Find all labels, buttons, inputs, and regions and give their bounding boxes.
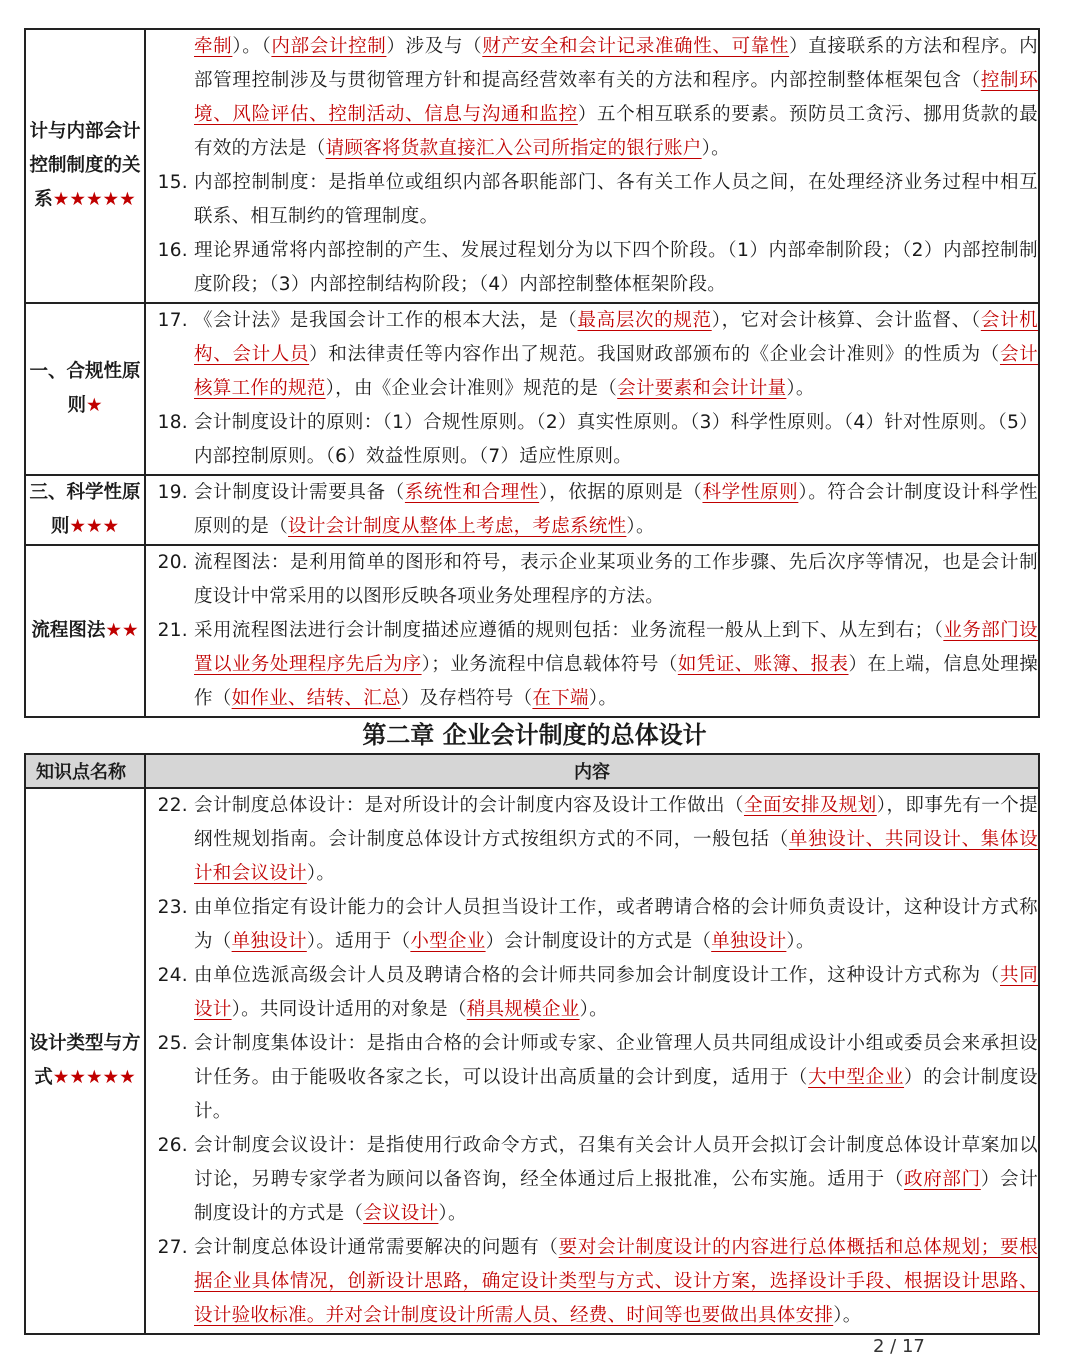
list-item [146, 166, 1038, 234]
list-item [146, 406, 1038, 474]
item-number: 24. [157, 965, 188, 986]
item-number: 26. [157, 1135, 188, 1156]
answer-highlight: 在下端 [532, 688, 589, 709]
item-text [194, 304, 1038, 406]
item-text-segment: ）。 [306, 863, 336, 884]
answer-highlight: 小型企业 [410, 931, 486, 952]
knowledge-content [145, 475, 1039, 545]
knowledge-table-part1 [24, 28, 1040, 718]
answer-highlight: 内部会计控制 [271, 36, 387, 57]
answer-highlight: 科学性原则 [702, 482, 799, 503]
column-header-content: 内容 [145, 754, 1039, 788]
item-text [194, 891, 1038, 959]
item-number: 20. [157, 552, 188, 573]
item-text-segment: ）。共同设计适用的对象是（ [231, 999, 467, 1020]
item-text-segment: ）。 [588, 688, 618, 709]
answer-highlight: 会计核算工作的规范 [194, 344, 1038, 399]
item-text-segment: 采用流程图法进行会计制度描述应遵循的规则包括：业务流程一般从上到下、从左到右；（ [194, 620, 944, 641]
item-number: 25. [157, 1033, 188, 1054]
list-item [146, 959, 1038, 1027]
item-text [194, 234, 1038, 302]
answer-highlight: 请顾客将货款直接汇入公司所指定的银行账户 [325, 138, 702, 159]
item-text-segment: ）五个相互联系的要素。预防员工贪污、挪用货款的最有效的方法是（ [194, 104, 1038, 159]
item-text-segment: 会计制度总体设计通常需要解决的问题有（ [194, 1237, 559, 1258]
answer-highlight: 系统性和合理性 [404, 482, 540, 503]
item-text [194, 546, 1038, 614]
item-number: 27. [157, 1237, 188, 1258]
answer-highlight: 全面安排及规划 [743, 795, 877, 816]
answer-highlight: 单独设计 [231, 931, 307, 952]
chapter-title: 第二章 企业会计制度的总体设计 [362, 721, 707, 749]
knowledge-point-name: 计与内部会计控制制度的关系★★★★★ [25, 29, 145, 303]
item-text [194, 789, 1038, 891]
item-text-segment: ）直接联系的方法和程序。内部管理控制涉及与贯彻管理方针和提高经营效率有关的方法和程序。内部控制整体框架包含（ [194, 36, 1038, 91]
item-text-segment: 流程图法：是利用简单的图形和符号，表示企业某项业务的工作步骤、先后次序等情况，也是会计制度设计中常采用的以图形反映各项业务处理程序的方法。 [194, 552, 1038, 607]
item-text-segment: 会计制度设计需要具备（ [194, 482, 405, 503]
answer-highlight: 单独设计、共同设计、集体设计和会议设计 [194, 829, 1038, 884]
answer-highlight: 单独设计 [711, 931, 787, 952]
table-row [25, 303, 1039, 475]
item-text-segment: ），即事先有一个提纲性规划指南。会计制度总体设计方式按组织方式的不同，一般包括（ [194, 795, 1039, 850]
answer-highlight: 要对会计制度设计的内容进行总体概括和总体规划；要根据企业具体情况，创新设计思路，确定设计类型与方式、设计方案，选择设计手段、根据设计思路、设计验收标准。并对会计制度设计所需人员、经费、时间等也要做出具体安排 [194, 1237, 1038, 1326]
answer-highlight: 会计要素和会计计量 [617, 378, 787, 399]
item-text-segment: ），依据的原则是（ [539, 482, 703, 503]
item-text-segment: ）。 [438, 1203, 467, 1224]
item-number: 18. [157, 412, 188, 433]
importance-stars: ★★ [105, 620, 139, 641]
importance-stars: ★★★ [69, 516, 120, 537]
list-item [146, 1231, 1038, 1333]
answer-highlight: 最高层次的规范 [577, 310, 712, 331]
answer-highlight: 业务部门设置以业务处理程序先后为序 [194, 620, 1038, 675]
item-text-segment: ）。 [786, 931, 815, 952]
item-text [194, 959, 1038, 1027]
list-item [146, 304, 1038, 406]
item-text-segment: 理论界通常将内部控制的产生、发展过程划分为以下四个阶段。（1）内部牵制阶段；（2）内部控制制度阶段；（3）内部控制结构阶段；（4）内部控制整体框架阶段。 [194, 240, 1038, 295]
item-text-segment: ）会计制度设计的方式是（ [194, 1169, 1038, 1224]
column-header-name: 知识点名称 [25, 754, 145, 788]
list-item [146, 1027, 1038, 1129]
list-item [146, 789, 1038, 891]
item-text-segment: ）；业务流程中信息载体符号（ [421, 654, 678, 675]
item-number: 19. [157, 482, 188, 503]
answer-highlight: 稍具规模企业 [466, 999, 580, 1020]
answer-highlight: 牵制 [194, 36, 233, 57]
item-text [194, 614, 1038, 716]
item-text [194, 166, 1038, 234]
item-number: 21. [157, 620, 188, 641]
knowledge-content [145, 545, 1039, 717]
answer-highlight: 政府部门 [904, 1169, 981, 1190]
knowledge-point-name: 三、科学性原则★★★ [25, 475, 145, 545]
item-text-segment: ）。 [701, 138, 730, 159]
item-text-segment: ），由《企业会计准则》规范的是（ [325, 378, 618, 399]
knowledge-point-name: 设计类型与方式★★★★★ [25, 788, 145, 1334]
answer-highlight: 会议设计 [363, 1203, 439, 1224]
item-text [194, 1129, 1038, 1231]
item-text-segment: ），它对会计核算、会计监督、（ [711, 310, 981, 331]
knowledge-table-part2 [24, 753, 1040, 1335]
page-number: 2 / 17 [873, 1336, 925, 1357]
answer-highlight: 会计机构、会计人员 [194, 310, 1038, 365]
item-number: 22. [157, 795, 188, 816]
table-row [25, 475, 1039, 545]
item-text-segment: 会计制度集体设计：是指由合格的会计师或专家、企业管理人员共同组成设计小组或委员会来承担设计任务。由于能吸收各家之长，可以设计出高质量的会计到度，适用于（ [194, 1033, 1038, 1088]
item-text-segment: ）涉及与（ [386, 36, 483, 57]
item-number: 23. [157, 897, 188, 918]
table-row [25, 29, 1039, 303]
item-text-segment: ）及存档符号（ [400, 688, 533, 709]
importance-stars: ★★★★★ [52, 189, 136, 210]
answer-highlight: 大中型企业 [808, 1067, 905, 1088]
list-item [146, 476, 1038, 544]
item-text [194, 406, 1038, 474]
item-number: 17. [157, 310, 188, 331]
item-text-segment: ）。 [579, 999, 608, 1020]
item-text-segment: 会计制度设计的原则：（1）合规性原则。（2）真实性原则。（3）科学性原则。（4）针对性原则。（5）内部控制原则。（6）效益性原则。（7）适应性原则。 [194, 412, 1038, 467]
list-item [146, 234, 1038, 302]
item-text-segment: ）。适用于（ [306, 931, 411, 952]
table-row [25, 545, 1039, 717]
list-item [146, 30, 1038, 166]
answer-highlight: 如作业、结转、汇总 [231, 688, 401, 709]
item-text-segment: ）的会计制度设计。 [194, 1067, 1038, 1122]
item-number: 15. [157, 172, 188, 193]
item-text-segment: 会计制度总体设计：是对所设计的会计制度内容及设计工作做出（ [194, 795, 744, 816]
list-item [146, 546, 1038, 614]
item-text [194, 476, 1038, 544]
knowledge-point-name: 流程图法★★ [25, 545, 145, 717]
item-text-segment: ）。符合会计制度设计科学性原则的是（ [194, 482, 1038, 537]
list-item [146, 614, 1038, 716]
item-text-segment: 由单位指定有设计能力的会计人员担当设计工作，或者聘请合格的会计师负责设计，这种设计方式称为（ [194, 897, 1038, 952]
item-text-segment: ）。 [833, 1305, 862, 1326]
answer-highlight: 控制环境、风险评估、控制活动、信息与沟通和监控 [194, 70, 1038, 125]
item-text-segment: ）。（ [232, 36, 272, 57]
knowledge-content [145, 788, 1039, 1334]
importance-stars: ★★★★★ [52, 1067, 136, 1088]
item-text [146, 30, 1038, 166]
item-text-segment: 由单位选派高级会计人员及聘请合格的会计师共同参加会计制度设计工作，这种设计方式称为（ [194, 965, 1000, 986]
knowledge-content [145, 303, 1039, 475]
item-text-segment: ）。 [626, 516, 655, 537]
answer-highlight: 设计会计制度从整体上考虑，考虑系统性 [288, 516, 627, 537]
knowledge-content [145, 29, 1039, 303]
item-text-segment: ）。 [786, 378, 815, 399]
item-text-segment: ）和法律责任等内容作出了规范。我国财政部颁布的《企业会计准则》的性质为（ [309, 344, 1000, 365]
item-text [194, 1231, 1038, 1333]
importance-stars: ★ [85, 395, 103, 416]
answer-highlight: 如凭证、账簿、报表 [677, 654, 849, 675]
item-number: 16. [157, 240, 188, 261]
item-text-segment: 《会计法》是我国会计工作的根本大法，是（ [194, 310, 578, 331]
list-item [146, 891, 1038, 959]
knowledge-point-name: 一、合规性原则★ [25, 303, 145, 475]
item-text-segment: 内部控制制度：是指单位或组织内部各职能部门、各有关工作人员之间，在处理经济业务过程中相互联系、相互制约的管理制度。 [194, 172, 1038, 227]
answer-highlight: 共同设计 [194, 965, 1038, 1020]
table-header-row [25, 754, 1039, 788]
list-item [146, 1129, 1038, 1231]
item-text-segment: ）会计制度设计的方式是（ [485, 931, 712, 952]
answer-highlight: 财产安全和会计记录准确性、可靠性 [482, 36, 790, 57]
item-text-segment: ）在上端，信息处理操作（ [194, 654, 1038, 709]
table-row [25, 788, 1039, 1334]
item-text-segment: 会计制度会议设计：是指使用行政命令方式，召集有关会计人员开会拟订会计制度总体设计草案加以讨论，另聘专家学者为顾问以备咨询，经全体通过后上报批准，公布实施。适用于（ [194, 1135, 1038, 1190]
item-text [194, 1027, 1038, 1129]
